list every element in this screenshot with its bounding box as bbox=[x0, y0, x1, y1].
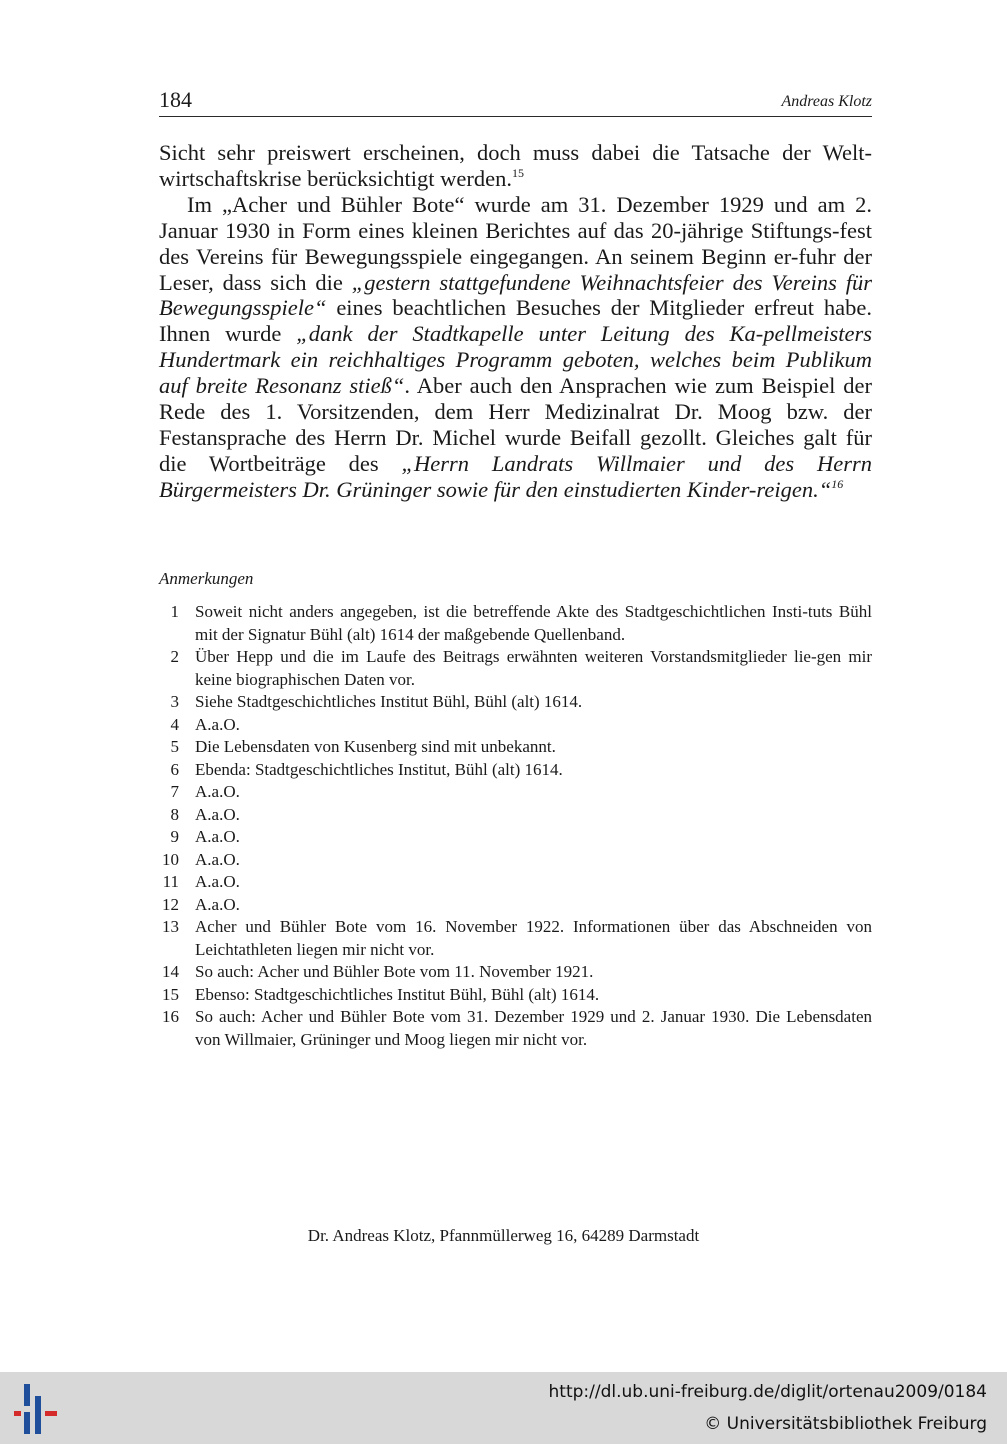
note-number: 15 bbox=[162, 984, 179, 1004]
note-item bbox=[159, 781, 872, 804]
note-text: A.a.O. bbox=[195, 894, 240, 914]
note-text: A.a.O. bbox=[195, 782, 240, 801]
note-item bbox=[159, 984, 872, 1007]
note-text: Soweit nicht anders angegeben, ist die betreffende Akte des Stadtgeschichtlichen Insti-tuts Bühl mit der Signatur Bühl (alt) 1614 der maßgebende Quellenband. bbox=[195, 602, 872, 644]
note-number: 14 bbox=[162, 962, 179, 981]
note-number: 13 bbox=[162, 917, 179, 936]
note-text: A.a.O. bbox=[195, 827, 240, 846]
note-number: 4 bbox=[170, 714, 179, 734]
note-item bbox=[159, 714, 872, 737]
note-text: Über Hepp und die im Laufe des Beitrags erwähnten weiteren Vorstandsmitglieder lie-gen mir keine biographischen Daten vor. bbox=[195, 647, 872, 689]
paragraph-1-text: Sicht sehr preiswert erscheinen, doch muss dabei die Tatsache der Welt-wirtschaftskrise berücksichtigt werden. bbox=[159, 140, 872, 191]
note-number: 2 bbox=[170, 647, 179, 666]
note-text: So auch: Acher und Bühler Bote vom 31. Dezember 1929 und 2. Januar 1930. Die Lebensdaten von Willmaier, Grüninger und Moog liegen mir nicht vor. bbox=[195, 1007, 872, 1049]
paragraph-2-text-1: Im „Acher und Bühler Bote“ wurde am 31. Dezember 1929 und am 2. Januar 1930 in Form eines kleinen Berichtes auf das 20-jährige Stiftungs-fest des Vereins für Bewegungsspiele eingegangen. An seinem Beginn er-fuhr der Leser, dass sich die bbox=[159, 191, 872, 295]
note-item bbox=[159, 871, 872, 894]
note-number: 7 bbox=[170, 782, 179, 801]
quote-3-text: „Herrn Landrats Willmaier und des Herrn Bürgermeisters Dr. Grüninger sowie für den einstudierten Kinder-reigen.“ bbox=[159, 450, 872, 502]
note-text: So auch: Acher und Bühler Bote vom 11. November 1921. bbox=[195, 962, 594, 981]
note-text: Ebenda: Stadtgeschichtliches Institut, Bühl (alt) 1614. bbox=[195, 759, 563, 779]
footnote-ref-16: 16 bbox=[831, 476, 844, 491]
note-number: 1 bbox=[170, 602, 179, 621]
note-item bbox=[159, 691, 872, 714]
paragraph-2 bbox=[159, 192, 872, 503]
note-number: 16 bbox=[162, 1007, 179, 1026]
note-text: Ebenso: Stadtgeschichtliches Institut Bühl, Bühl (alt) 1614. bbox=[195, 984, 600, 1004]
paragraph-1 bbox=[159, 140, 872, 192]
running-head: Andreas Klotz bbox=[781, 93, 872, 110]
note-item bbox=[159, 646, 872, 691]
note-item bbox=[159, 849, 872, 872]
body-text bbox=[159, 140, 872, 503]
note-item bbox=[159, 916, 872, 961]
footer-url[interactable]: http://dl.ub.uni-freiburg.de/diglit/ortenau2009/0184 bbox=[548, 1382, 987, 1402]
page-number: 184 bbox=[159, 87, 192, 112]
note-item bbox=[159, 961, 872, 984]
note-item bbox=[159, 759, 872, 782]
author-address: Dr. Andreas Klotz, Pfannmüllerweg 16, 64289 Darmstadt bbox=[307, 1226, 700, 1245]
notes-heading: Anmerkungen bbox=[159, 569, 254, 588]
ub-freiburg-logo-icon bbox=[14, 1382, 64, 1436]
quote-1: „gestern stattgefundene Weihnachtsfeier des Vereins für Bewegungsspiele“ bbox=[159, 269, 873, 321]
paragraph-2-text-3: . Aber auch den Ansprachen wie zum Beispiel der Rede des 1. Vorsitzenden, dem Herr Medizinalrat Dr. Moog bzw. der Festansprache des Herrn Dr. Michel wurde Beifall gezollt. Gleiches galt für die Wortbeiträge des bbox=[159, 373, 872, 476]
note-item bbox=[159, 894, 872, 917]
footnote-ref-15: 15 bbox=[512, 165, 525, 180]
note-text: A.a.O. bbox=[195, 714, 240, 734]
note-text: Siehe Stadtgeschichtliches Institut Bühl, Bühl (alt) 1614. bbox=[195, 692, 583, 711]
note-item bbox=[159, 601, 872, 646]
note-number: 10 bbox=[162, 849, 179, 869]
note-text: A.a.O. bbox=[195, 849, 240, 869]
note-number: 9 bbox=[170, 827, 179, 846]
note-item bbox=[159, 736, 872, 759]
footer-copyright: © Universitätsbibliothek Freiburg bbox=[704, 1414, 987, 1434]
note-item bbox=[159, 1006, 872, 1051]
page-header bbox=[159, 86, 872, 117]
note-text: Acher und Bühler Bote vom 16. November 1922. Informationen über das Abschneiden von Leichtathleten liegen mir nicht vor. bbox=[195, 917, 872, 959]
quote-2: „dank der Stadtkapelle unter Leitung des Ka-pellmeisters Hundertmark ein reichhaltiges Programm geboten, welches beim Publikum auf breite Resonanz stieß“ bbox=[159, 321, 872, 399]
footer-bar bbox=[0, 1372, 1007, 1444]
notes-list bbox=[159, 601, 872, 1051]
note-number: 6 bbox=[170, 759, 179, 779]
note-number: 5 bbox=[170, 737, 179, 756]
note-number: 11 bbox=[162, 872, 179, 891]
note-item bbox=[159, 804, 872, 827]
note-number: 12 bbox=[162, 894, 179, 914]
note-number: 3 bbox=[170, 692, 179, 711]
note-number: 8 bbox=[170, 804, 179, 824]
note-item bbox=[159, 826, 872, 849]
paragraph-2-text-2: eines beachtlichen Besuches der Mitglieder erfreut habe. Ihnen wurde bbox=[159, 295, 872, 347]
note-text: A.a.O. bbox=[195, 804, 240, 824]
note-text: Die Lebensdaten von Kusenberg sind mit unbekannt. bbox=[195, 737, 556, 756]
note-text: A.a.O. bbox=[195, 872, 240, 891]
